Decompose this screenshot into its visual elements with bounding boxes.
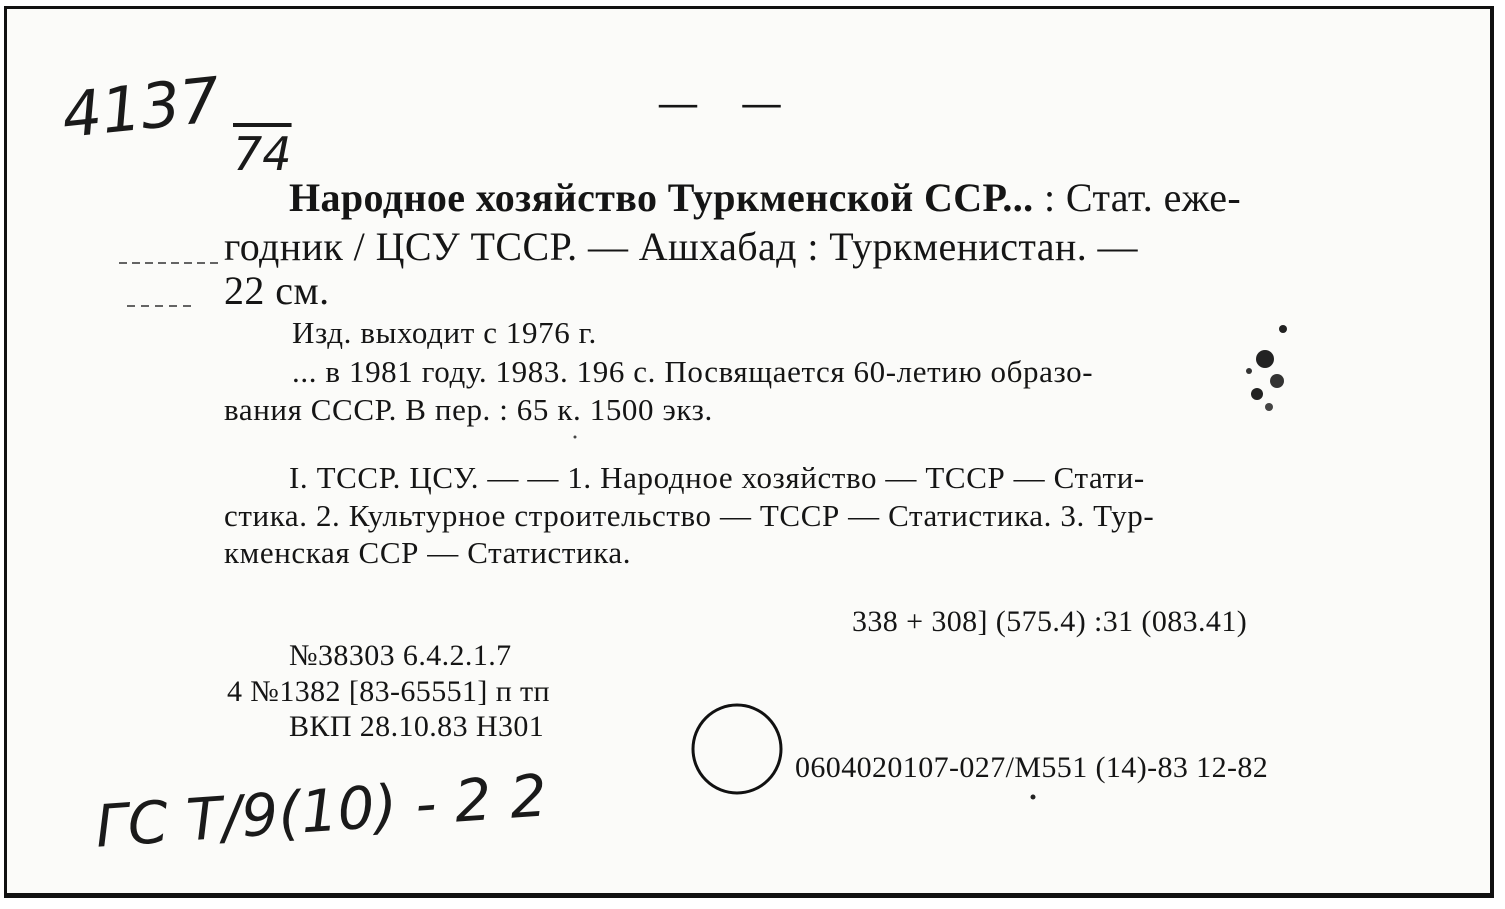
classification-index: 338 + 308] (575.4) :31 (083.41): [852, 605, 1248, 638]
title-line-1: [289, 174, 1241, 221]
record-line-1: №38303 6.4.2.1.7: [289, 639, 512, 672]
top-dashes: — —: [659, 82, 799, 124]
record-line-2: 4 №1382 [83-65551] п тп: [227, 675, 551, 708]
handwritten-call-number-sub: 74: [233, 127, 292, 181]
stray-dot: [1031, 795, 1036, 800]
note-line-2: ... в 1981 году. 1983. 196 с. Посвящается 60-летию образо-: [292, 354, 1094, 389]
subjects-line-2: стика. 2. Культурное строительство — ТССР — Статистика. 3. Тур-: [224, 498, 1155, 533]
handwritten-shelf-mark: ГС Т/9(10) - 2 2: [93, 761, 550, 861]
ink-blot-icon: [1246, 325, 1287, 411]
title-line-3: 22 см.: [224, 268, 330, 313]
note-line-1: Изд. выходит с 1976 г.: [292, 315, 597, 350]
publication-code: 0604020107-027/М551 (14)-83 12-82: [795, 751, 1269, 784]
note-line-3: вания СССР. В пер. : 65 к. 1500 экз.: [224, 392, 713, 427]
circle-stamp-icon: [693, 705, 781, 793]
subjects-line-3: кменская ССР — Статистика.: [224, 535, 632, 570]
catalog-card: [4, 6, 1494, 898]
title-line-2: годник / ЦСУ ТССР. — Ашхабад : Туркменистан. —: [224, 224, 1138, 269]
subjects-line-1: I. ТССР. ЦСУ. — — 1. Народное хозяйство — ТССР — Стати-: [289, 460, 1145, 495]
card-markings: [7, 9, 1497, 901]
record-line-3: ВКП 28.10.83 Н301: [289, 710, 545, 743]
title-bold: Народное хозяйство Туркменской ССР...: [289, 175, 1034, 220]
stray-dot: [574, 436, 577, 439]
handwritten-call-number: 4137: [58, 62, 224, 153]
title-rest: : Стат. еже-: [1033, 175, 1242, 220]
